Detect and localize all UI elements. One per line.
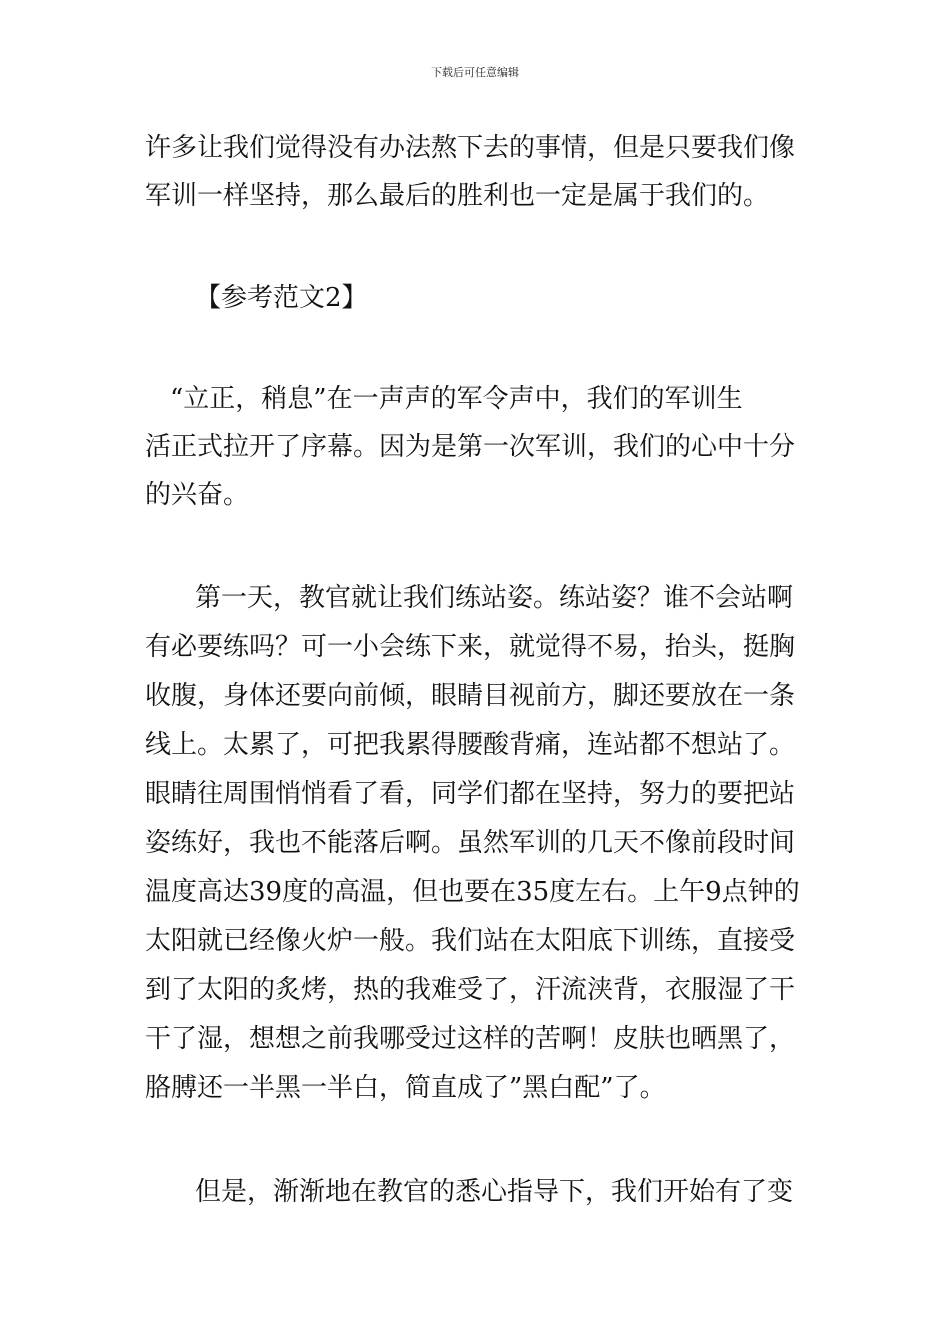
text-line: 但是，渐渐地在教官的悉心指导下，我们开始有了变 — [195, 1177, 794, 1207]
text-line: 姿练好，我也不能落后啊。虽然军训的几天不像前段时间 — [145, 828, 796, 858]
text-line: 的兴奋。 — [145, 480, 250, 510]
text-line: 胳膊还一半黑一半白，简直成了”黑白配”了。 — [145, 1073, 666, 1103]
section-heading: 【参考范文2】 — [195, 283, 368, 313]
text-line: 有必要练吗？可一小会练下来，就觉得不易，抬头，挺胸 — [145, 632, 796, 662]
text-line: “立正，稍息”在一声声的军令声中，我们的军训生 — [170, 384, 743, 414]
header-note: 下载后可任意编辑 — [431, 66, 519, 79]
text-line: 眼睛往周围悄悄看了看，同学们都在坚持，努力的要把站 — [145, 779, 796, 809]
text-line: 收腹，身体还要向前倾，眼睛目视前方，脚还要放在一条 — [145, 681, 796, 711]
text-line: 军训一样坚持，那么最后的胜利也一定是属于我们的。 — [145, 181, 770, 211]
text-line: 线上。太累了，可把我累得腰酸背痛，连站都不想站了。 — [145, 730, 796, 760]
text-line: 温度高达39度的高温，但也要在35度左右。上午9点钟的 — [145, 877, 800, 907]
text-line: 到了太阳的炙烤，热的我难受了，汗流浃背，衣服湿了干 — [145, 975, 796, 1005]
text-line: 第一天，教官就让我们练站姿。练站姿？谁不会站啊 — [195, 583, 794, 613]
text-line: 干了湿，想想之前我哪受过这样的苦啊！皮肤也晒黑了， — [145, 1024, 796, 1054]
text-line: 太阳就已经像火炉一般。我们站在太阳底下训练，直接受 — [145, 926, 796, 956]
text-line: 许多让我们觉得没有办法熬下去的事情，但是只要我们像 — [145, 133, 796, 163]
text-line: 活正式拉开了序幕。因为是第一次军训，我们的心中十分 — [145, 432, 796, 462]
